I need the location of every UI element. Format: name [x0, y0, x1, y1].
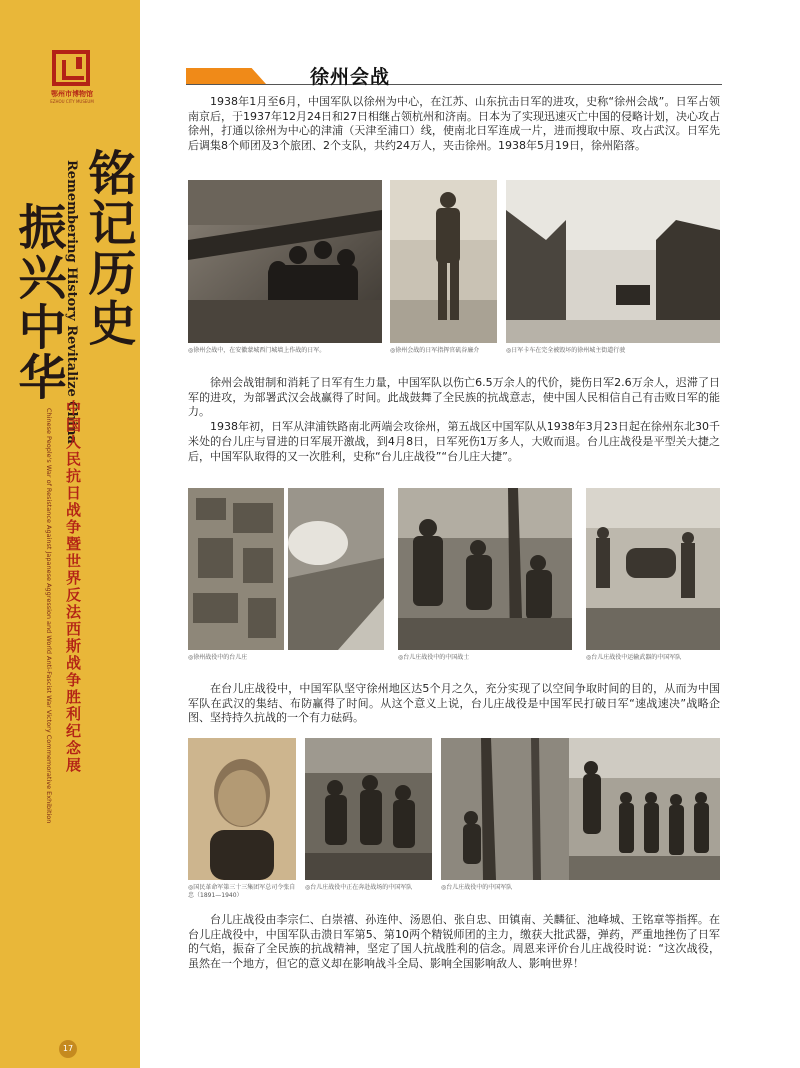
photo-japanese-troops-city-wall: [188, 180, 382, 343]
commanders-paragraph: [188, 913, 720, 972]
commanders-text: 台儿庄战役由李宗仁、白崇禧、孙连仲、汤恩伯、张自忠、田镇南、关麟征、池峰城、王铭章等指挥。在台儿庄战役中，中国军队击溃日军第5、第10两个精锐师团的主力，缴获大批武器，弹药，严重地挫伤了日军的气焰，振奋了全民族的抗战精神，坚定了国人抗战胜利的信念。周恩来评价台儿庄战役时说：“这次战役，虽然在一个地方，但它的意义却在影响战斗全局、影响全国影响敌人、影响世界！: [188, 913, 720, 971]
photo-caption: ◎徐州会战的日军指挥官矶谷廉介: [390, 347, 480, 354]
museum-logo-icon: [52, 50, 90, 86]
significance-paragraph: [188, 682, 720, 726]
photo-troops-heading-to-battlefield: [305, 738, 432, 880]
slogan-line-2: 振兴中华: [10, 202, 66, 402]
photo-ruined-street: [506, 180, 720, 343]
intro-text: 1938年1月至6月，中国军队以徐州为中心，在江苏、山东抗击日军的进攻，史称“徐州会战”。日军占领南京后，于1937年12月24日和27日相继占领杭州和济南。日本为了实现迅速灭亡中国的侵略计划，决心攻占徐州，打通以徐州为中心的津浦（天津至浦口）线，使南北日军连成一片，进而搜取中原、攻占武汉。日军先后调集8个师团及3个旅团、2个支队，共约24万人，夹击徐州。1938年5月19日，徐州陷落。: [188, 95, 720, 153]
analysis-paragraph: [188, 376, 720, 464]
photo-zhang-zizhong-portrait: [188, 738, 296, 880]
significance-text: 在台儿庄战役中，中国军队坚守徐州地区达5个月之久，充分实现了以空间争取时间的目的，从而为中国军队在武汉的集结、布防赢得了时间。从这个意义上说，台儿庄战役是中国军民打破日军“速战速决”战略企图、坚持持久抗战的一个有力砝码。: [188, 682, 720, 725]
slogan-english: Remembering History Revitalize China: [64, 160, 79, 444]
photo-caption: ◎国民革命军第三十三集团军总司令张自忠（1891—1940）: [188, 884, 296, 899]
exhibition-english-title: Chinese People's War of Resistance Against Japanese Aggression and World Anti-Fascist War Victory Commemorative Exhibition: [45, 408, 53, 824]
analysis-text-b: 1938年初，日军从津浦铁路南北两端会攻徐州，第五战区中国军队从1938年3月23日起在徐州东北30千米处的台儿庄与冒进的日军展开激战，到4月8日，日军死伤1万多人，大败而退。台儿庄战役是平型关大捷之后，中国军队取得的又一次胜利，史称“台儿庄战役”“台儿庄大捷”。: [188, 420, 720, 463]
intro-paragraph: [188, 95, 720, 154]
photo-weapon-transport: [586, 488, 720, 650]
section-title: 徐州会战: [310, 66, 391, 88]
title-accent-bar: [186, 68, 266, 84]
photo-japanese-commander: [390, 180, 497, 343]
page-number: 17: [59, 1040, 77, 1058]
exhibition-title: 中国人民抗日战争暨世界反法西斯战争胜利纪念展: [64, 400, 82, 774]
photo-caption: ◎日军卡车在完全被毁坏的徐州城主街道行驶: [506, 347, 626, 354]
museum-english-name: EZHOU CITY MUSEUM: [50, 99, 94, 104]
photo-caption: ◎徐州战役中的台儿庄: [188, 654, 248, 661]
title-underline: [186, 84, 722, 85]
slogan-line-1: 铭记历史: [80, 148, 136, 348]
museum-name: 鄂州市博物馆: [51, 90, 93, 98]
photo-caption: ◎台儿庄战役中的中国战士: [398, 654, 470, 661]
analysis-text-a: 徐州会战钳制和消耗了日军有生力量，中国军队以伤亡6.5万余人的代价，毙伤日军2.6万余人，迟滞了日军的进攻，为部署武汉会战赢得了时间。此战鼓舞了全民族的抗战意志，使中国人民相信自己有击败日军的能力。: [188, 376, 720, 419]
photo-caption: ◎台儿庄战役中正在奔赴战场的中国军队: [305, 884, 413, 891]
sidebar: [0, 0, 140, 1068]
photo-taierzhuang-aerial: [188, 488, 384, 650]
photo-caption: ◎台儿庄战役中运输武器的中国军队: [586, 654, 682, 661]
photo-chinese-army: [441, 738, 720, 880]
photo-chinese-soldiers: [398, 488, 572, 650]
photo-caption: ◎徐州会战中，在安徽蒙城西门城墙上作战的日军。: [188, 347, 326, 354]
photo-caption: ◎台儿庄战役中的中国军队: [441, 884, 513, 891]
